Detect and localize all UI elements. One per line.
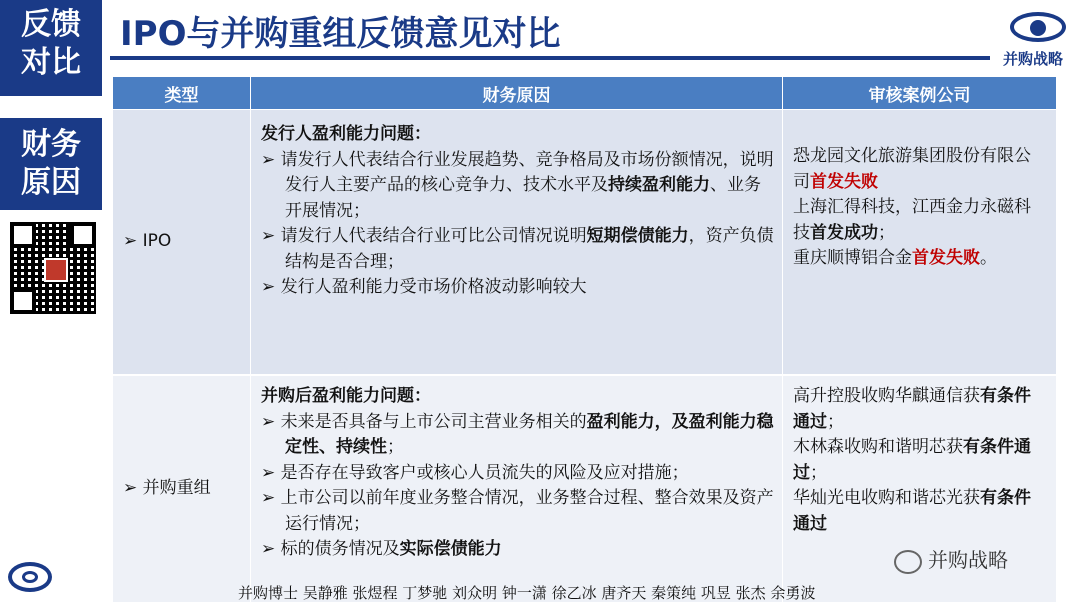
case-line (793, 144, 1046, 195)
case-result: 有条件通过 (793, 386, 1031, 432)
reason-bullet (261, 275, 774, 301)
qr-code (10, 222, 96, 314)
reason-bullet (261, 410, 774, 461)
type-cell (113, 375, 251, 602)
case-text: 高升控股收购华麒通信获 (793, 386, 980, 406)
case-text: 华灿光电收购和谐芯光获 (793, 488, 980, 508)
bullet-text: 请发行人代表结合行业发展趋势、竞争格局及市场份额情况，说明发行人主要产品的核心竞争力、技术水平及 (280, 149, 774, 195)
case-result: 首发成功 (810, 222, 878, 243)
bullet-text: ，资产负债结构是否合理； (285, 226, 774, 272)
reason-bullet (261, 461, 774, 487)
sidebar-label-feedback (0, 0, 102, 96)
case-result: 首发失败 (912, 248, 980, 268)
sidebar-label-finance (0, 118, 102, 210)
case-tail: ； (878, 222, 895, 243)
column-header-reason: 财务原因 (251, 77, 783, 110)
bullet-emphasis: 盈利能力，及盈利能力稳定性、持续性 (285, 411, 774, 457)
case-result: 有条件通过 (793, 488, 1031, 534)
case-text: 木林森收购和谐明芯获 (793, 437, 963, 457)
reason-bullet (261, 224, 774, 275)
type-cell (113, 110, 251, 376)
sidebar-label-line: 反馈 (21, 7, 81, 42)
wechat-icon (894, 550, 922, 574)
column-header-type: 类型 (113, 77, 251, 110)
qr-corner (10, 222, 36, 248)
wechat-watermark (894, 544, 1008, 574)
bullet-text: 标的债务情况及 (280, 539, 400, 559)
case-result: 有条件通过 (793, 437, 1031, 483)
bullet-text: ； (387, 437, 404, 457)
case-line (793, 195, 1046, 246)
chevron-right-icon: ➢ (261, 226, 281, 246)
case-result: 首发失败 (810, 171, 878, 192)
reason-cell (251, 110, 783, 376)
chevron-right-icon: ➢ (261, 539, 281, 559)
qr-corner (10, 288, 36, 314)
chevron-right-icon: ➢ (123, 478, 143, 499)
case-cell (783, 110, 1057, 376)
case-line (793, 246, 1046, 272)
case-text: 重庆顺博铝合金 (793, 248, 912, 268)
qr-center-logo (44, 258, 68, 282)
reason-cell (251, 375, 783, 602)
chevron-right-icon: ➢ (261, 411, 281, 432)
case-tail: 。 (980, 248, 997, 268)
reason-subtitle: 发行人盈利能力问题： (261, 124, 431, 144)
wechat-account-name: 并购战略 (928, 548, 1008, 572)
sidebar-label-line: 原因 (21, 165, 81, 200)
case-tail: ； (810, 462, 827, 483)
bullet-text: 未来是否具备与上市公司主营业务相关的 (280, 411, 587, 432)
type-label: IPO (142, 231, 172, 252)
author-list: 并购博士 吴静雅 张煜程 丁梦驰 刘众明 钟一潇 徐乙冰 唐齐天 秦策纯 巩昱 张杰 余勇波 (238, 584, 816, 602)
bullet-text: 是否存在导致客户或核心人员流失的风险及应对措施； (280, 462, 689, 483)
table-row (113, 110, 1057, 376)
sidebar-label-line: 对比 (21, 45, 81, 80)
reason-bullet (261, 537, 774, 563)
bullet-emphasis: 持续盈利能力 (608, 175, 710, 195)
bullet-emphasis: 实际偿债能力 (399, 539, 502, 559)
case-tail: ； (827, 411, 844, 432)
bullet-text: 发行人盈利能力受市场价格波动影响较大 (280, 277, 587, 297)
reason-bullet (261, 486, 774, 537)
case-text: 上海汇得科技，江西金力永磁科技 (793, 197, 1031, 243)
eye-logo-icon (1010, 12, 1066, 42)
qr-corner (70, 222, 96, 248)
case-text: 恐龙园文化旅游集团股份有限公司 (793, 146, 1031, 192)
bullet-emphasis: 短期偿债能力 (586, 226, 689, 246)
reason-subtitle: 并购后盈利能力问题： (261, 386, 431, 406)
sidebar-label-line: 财务 (21, 127, 81, 162)
case-line (793, 486, 1046, 537)
column-header-cases: 审核案例公司 (783, 77, 1057, 110)
reason-bullet (261, 148, 774, 225)
case-line (793, 384, 1046, 435)
page-title: IPO与并购重组反馈意见对比 (120, 14, 561, 54)
chevron-right-icon: ➢ (261, 488, 281, 508)
title-divider (110, 56, 990, 60)
case-line (793, 435, 1046, 486)
chevron-right-icon: ➢ (261, 277, 281, 297)
brand-name: 并购战略 (1003, 50, 1064, 68)
chevron-right-icon: ➢ (261, 149, 281, 170)
chevron-right-icon: ➢ (123, 231, 143, 252)
chevron-right-icon: ➢ (261, 462, 281, 483)
type-label: 并购重组 (142, 478, 211, 499)
bullet-text: 、业务开展情况； (285, 175, 761, 221)
bullet-text: 上市公司以前年度业务整合情况，业务整合过程、整合效果及资产运行情况； (280, 488, 774, 534)
bullet-text: 请发行人代表结合行业可比公司情况说明 (280, 226, 587, 246)
brand-ring-logo-icon (8, 562, 52, 592)
comparison-table (112, 76, 1057, 602)
